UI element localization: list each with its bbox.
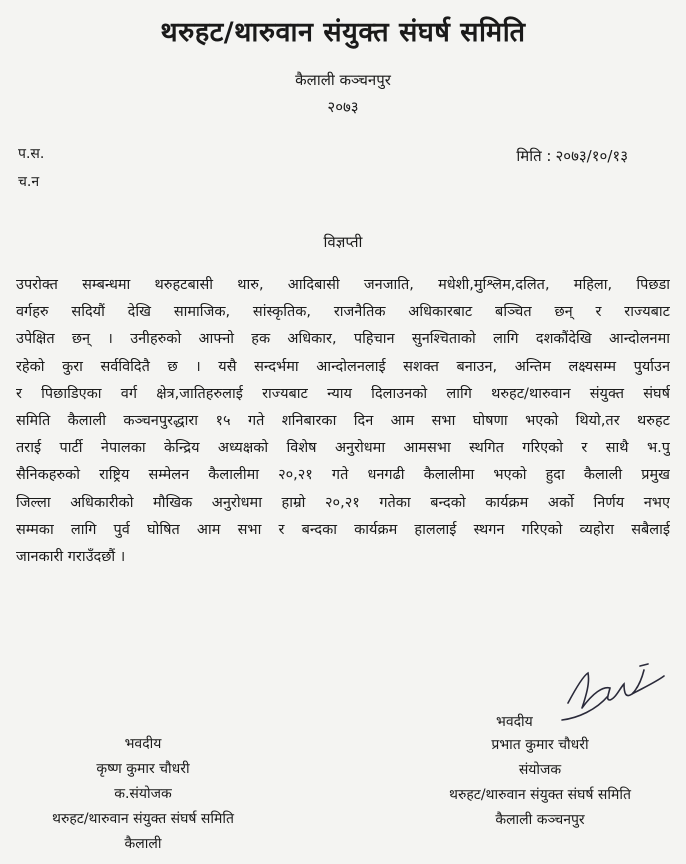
left-signatory-location: कैलाली <box>124 836 162 852</box>
body-line: सम्मका लागि पुर्व घोषित आम सभा र बन्दका कार्यक्रम हाललाई स्थगन गरिएको व्यहोरा सबैलाई <box>16 521 670 538</box>
body-line: जिल्ला अधिकारीको मौखिक अनुरोधमा हाम्रो २०,२१ गतेका बन्दको कार्यक्रम अर्को निर्णय नभए <box>16 494 670 511</box>
reference-cn: च.न <box>18 174 40 190</box>
handwritten-signature <box>548 648 668 728</box>
left-signatory-org: थरुहट/थारुवान संयुक्त संघर्ष समिति <box>52 811 234 827</box>
right-signatory-title: संयोजक <box>518 762 562 778</box>
body-line: रहेको कुरा सर्वविदितै छ । यसै सन्दर्भमा आन्दोलनलाई सशक्त बनाउन, अन्तिम लक्ष्यसम्म पुर्याउन <box>16 358 670 375</box>
date-label: मिति : <box>516 147 552 165</box>
body-line: जानकारी गराउँदछौं । <box>16 549 126 566</box>
body-line: उपेक्षित छन् । उनीहरुको आफ्नो हक अधिकार, पहिचान सुनश्चिताको लागि दशकौंदेखि आन्दोलनमा <box>16 331 670 348</box>
left-signatory <box>8 732 278 857</box>
left-signatory-title: क.संयोजक <box>114 786 172 802</box>
right-signatory-location: कैलाली कञ्चनपुर <box>495 812 585 828</box>
right-signatory <box>395 733 685 833</box>
body-line: सैनिकहरुको राष्ट्रिय सम्मेलन कैलालीमा २०,२१ गते धनगढी कैलालीमा भएको हुदा कैलाली प्रमुख <box>16 467 670 484</box>
notice-body <box>16 272 670 571</box>
body-line: उपरोक्त सम्बन्धमा थरुहटबासी थारु, आदिबासी जनजाति, मधेशी,मुश्लिम,दलित, महिला, पिछडा <box>16 277 670 293</box>
left-closing: भवदीय <box>124 736 162 752</box>
body-line: समिति कैलाली कञ्चनपुरद्धारा १५ गते शनिबारका दिन आम सभा घोषणा भएको थियो,तर थरुहट <box>16 413 670 430</box>
body-line: र पिछाडिएका वर्ग क्षेत्र,जातिहरुलाई राज्यबाट न्याय दिलाउनको लागि थरुहट/थारुवान संयुक्त संघर्ष <box>16 385 670 402</box>
date-line <box>516 146 628 166</box>
body-line: वर्गहरु सदियौं देखि सामाजिक, सांस्कृतिक, राजनैतिक अधिकारबाट बञ्चित छन् र राज्यबाट <box>16 304 670 321</box>
right-signatory-org: थरुहट/थारुवान संयुक्त संघर्ष समिति <box>449 787 631 803</box>
date-value: २०७३/१०/१३ <box>555 147 628 165</box>
right-signatory-name: प्रभात कुमार चौधरी <box>491 737 589 753</box>
organization-location: कैलाली कञ्चनपुर <box>295 71 391 89</box>
organization-year: २०७३ <box>327 98 359 116</box>
notice-heading: विज्ञप्ती <box>323 233 363 251</box>
left-signatory-name: कृष्ण कुमार चौधरी <box>96 761 190 777</box>
body-line: तराई पार्टी नेपालका केन्द्रिय अध्यक्षको विशेष अनुरोधमा आमसभा स्थगित गरिएको र साथै भ.पु <box>16 440 670 457</box>
reference-ps: प.स. <box>18 146 45 162</box>
right-closing: भवदीय <box>496 714 533 730</box>
organization-title: थरुहट/थारुवान संयुक्त संघर्ष समिति <box>160 17 526 48</box>
